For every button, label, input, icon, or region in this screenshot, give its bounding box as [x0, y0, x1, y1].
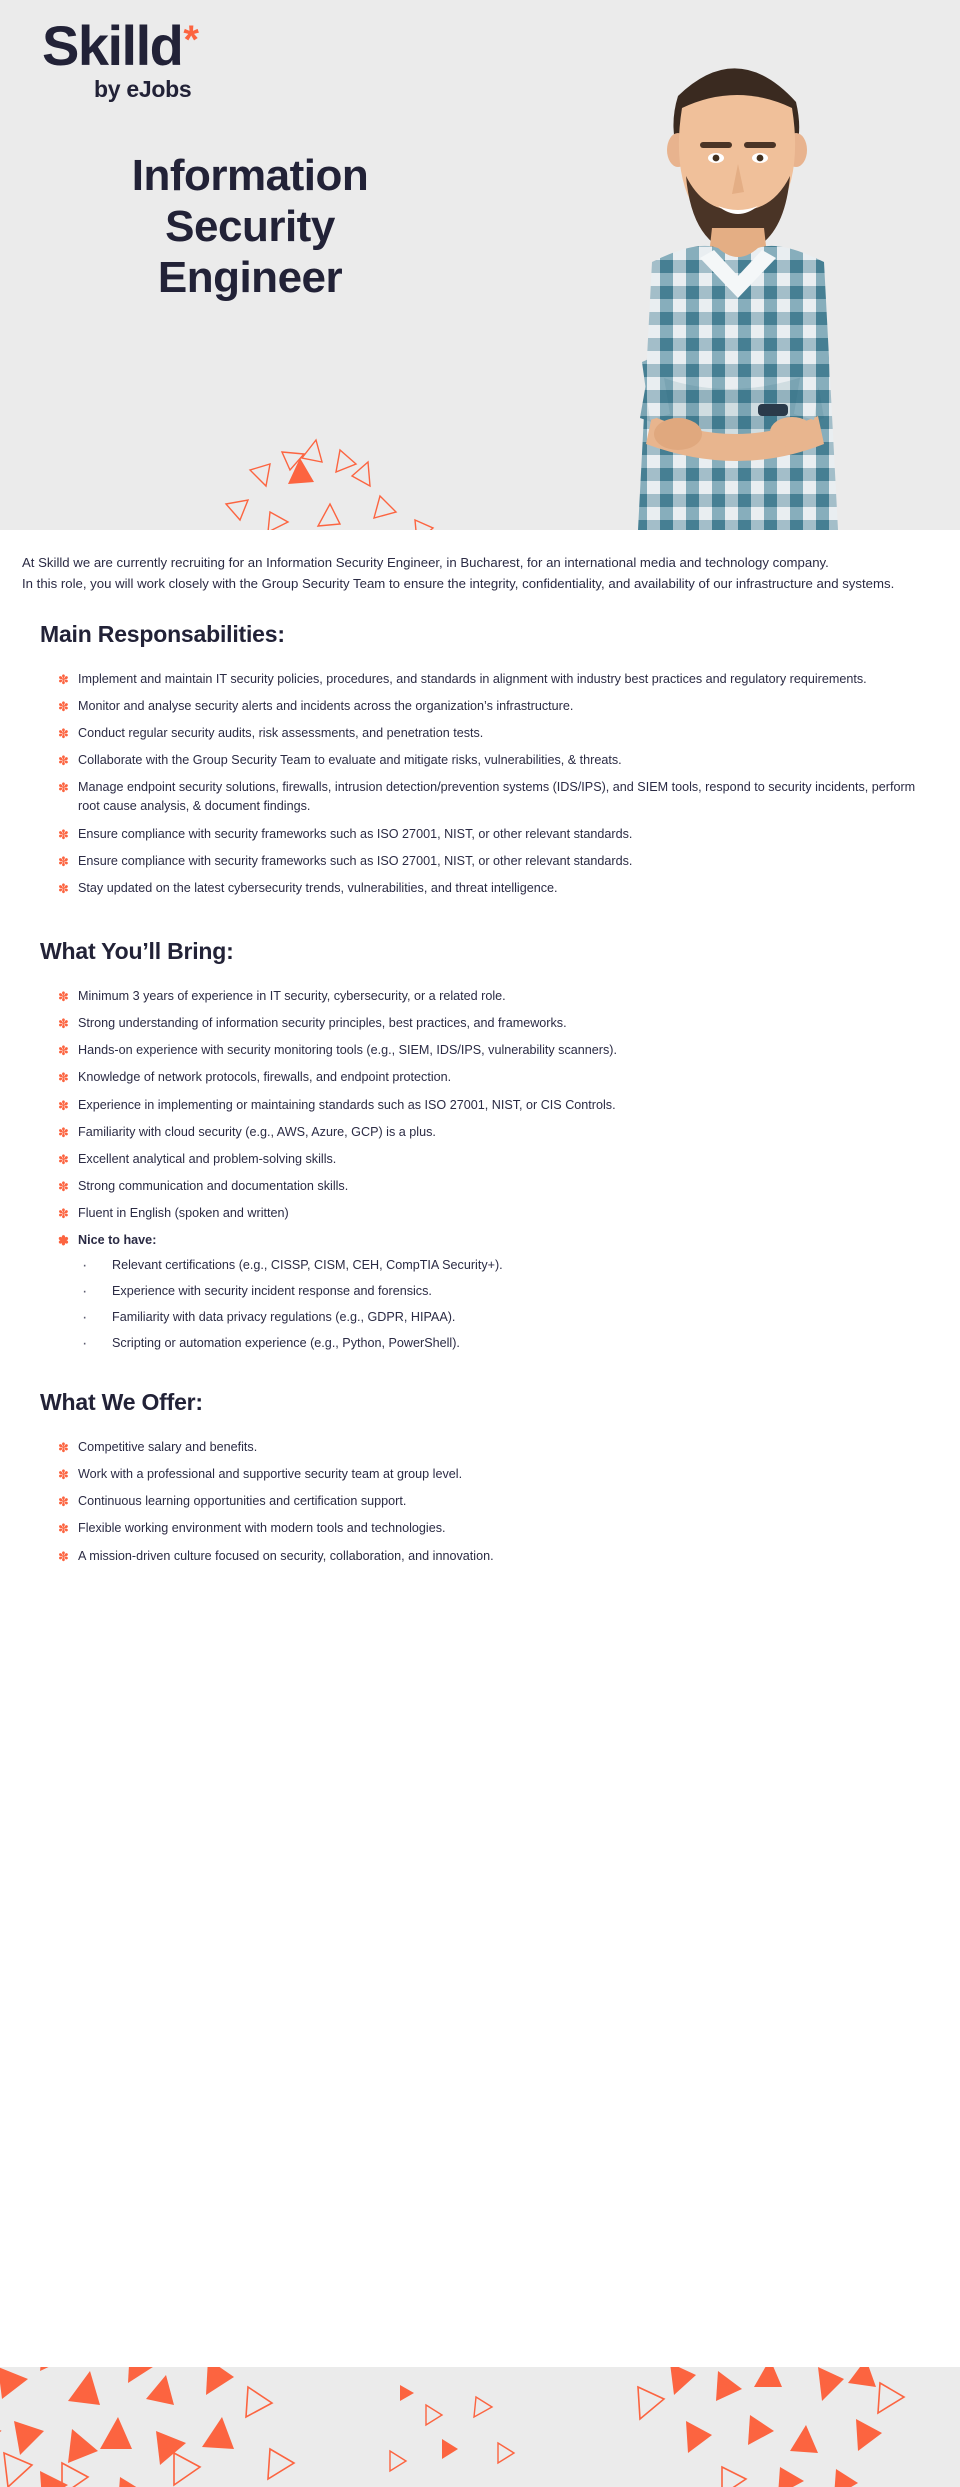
- logo-tagline: by eJobs: [94, 76, 192, 102]
- sub-list-item: · Scripting or automation experience (e.g., Python, PowerShell).: [78, 1334, 916, 1353]
- footer-triangle-cluster-right: [630, 2367, 920, 2487]
- title-line-1: Information: [131, 151, 369, 200]
- page-title: [0, 150, 500, 303]
- list-item: ✽ Collaborate with the Group Security Team to evaluate and mitigate risks, vulnerabilities, & threats.: [58, 751, 916, 770]
- triangle-starburst-decoration: [130, 400, 530, 530]
- bottom-spacer: [22, 1574, 938, 1734]
- title-line-3: Engineer: [157, 253, 343, 303]
- hero-photo: [582, 0, 882, 530]
- brand-logo[interactable]: [42, 14, 198, 103]
- list-item: ✽ Manage endpoint security solutions, firewalls, intrusion detection/prevention systems (IDS/IPS), and SIEM tools, respond to security incidents, perform root cause analysis, & document findings.: [58, 778, 916, 816]
- list-item: ✽ Work with a professional and supportive security team at group level.: [58, 1465, 916, 1484]
- job-description-body: [0, 530, 960, 1734]
- nice-to-have-label: Nice to have:: [78, 1233, 157, 1248]
- list-item: ✽ Minimum 3 years of experience in IT security, cybersecurity, or a related role.: [58, 987, 916, 1006]
- what-youll-bring-heading: What You’ll Bring:: [40, 938, 234, 965]
- responsibilities-heading: Main Responsabilities:: [40, 620, 285, 647]
- what-youll-bring-list: [58, 987, 938, 1353]
- intro-paragraph-2: In this role, you will work closely with the Group Security Team to ensure the integrity, confidentiality, and availability of our infrastructure and systems.: [22, 576, 895, 592]
- hero-banner: [0, 0, 960, 530]
- nice-to-have-item: [58, 1231, 916, 1353]
- footer-triangle-cluster-left: [0, 2367, 330, 2487]
- sub-list-item: · Experience with security incident response and forensics.: [78, 1282, 916, 1301]
- list-item: ✽ Fluent in English (spoken and written): [58, 1204, 916, 1223]
- nice-to-have-sublist: [78, 1256, 916, 1353]
- list-item: ✽ Experience in implementing or maintaining standards such as ISO 27001, NIST, or CIS Controls.: [58, 1096, 916, 1115]
- logo-wordmark: [42, 14, 198, 77]
- sub-list-item: · Familiarity with data privacy regulations (e.g., GDPR, HIPAA).: [78, 1308, 916, 1327]
- list-item: ✽ Competitive salary and benefits.: [58, 1438, 916, 1457]
- list-item: ✽ Strong understanding of information security principles, best practices, and frameworks.: [58, 1014, 916, 1033]
- title-line-2: Security: [165, 202, 335, 252]
- asterisk-icon: *: [183, 18, 198, 62]
- list-item: ✽ Knowledge of network protocols, firewalls, and endpoint protection.: [58, 1068, 916, 1087]
- what-we-offer-heading: What We Offer:: [40, 1388, 203, 1415]
- list-item: ✽ Monitor and analyse security alerts and incidents across the organization’s infrastructure.: [58, 697, 916, 716]
- logo-word-text: Skilld: [42, 14, 183, 77]
- intro-section: [22, 552, 912, 595]
- list-item: ✽ Ensure compliance with security frameworks such as ISO 27001, NIST, or other relevant standards.: [58, 825, 916, 844]
- list-item: ✽ Hands-on experience with security monitoring tools (e.g., SIEM, IDS/IPS, vulnerability scanners).: [58, 1041, 916, 1060]
- list-item: ✽ Flexible working environment with modern tools and technologies.: [58, 1519, 916, 1538]
- list-item: ✽ Conduct regular security audits, risk assessments, and penetration tests.: [58, 724, 916, 743]
- list-item: ✽ Familiarity with cloud security (e.g., AWS, Azure, GCP) is a plus.: [58, 1123, 916, 1142]
- footer-triangle-cluster-middle: [380, 2377, 560, 2487]
- intro-paragraph-1: At Skilld we are currently recruiting for an Information Security Engineer, in Bucharest, for an international media and technology company.: [22, 555, 829, 570]
- responsibilities-list: [58, 670, 938, 898]
- list-item: ✽ Implement and maintain IT security policies, procedures, and standards in alignment with industry best practices and regulatory requirements.: [58, 670, 916, 689]
- list-item: ✽ Excellent analytical and problem-solving skills.: [58, 1150, 916, 1169]
- footer-decoration-bar: [0, 2367, 960, 2487]
- what-we-offer-list: [58, 1438, 938, 1566]
- list-item: ✽ Ensure compliance with security frameworks such as ISO 27001, NIST, or other relevant standards.: [58, 852, 916, 871]
- list-item: ✽ Continuous learning opportunities and certification support.: [58, 1492, 916, 1511]
- list-item: ✽ Strong communication and documentation skills.: [58, 1177, 916, 1196]
- list-item: ✽ Stay updated on the latest cybersecurity trends, vulnerabilities, and threat intelligence.: [58, 879, 916, 898]
- list-item: ✽ A mission-driven culture focused on security, collaboration, and innovation.: [58, 1547, 916, 1566]
- sub-list-item: · Relevant certifications (e.g., CISSP, CISM, CEH, CompTIA Security+).: [78, 1256, 916, 1275]
